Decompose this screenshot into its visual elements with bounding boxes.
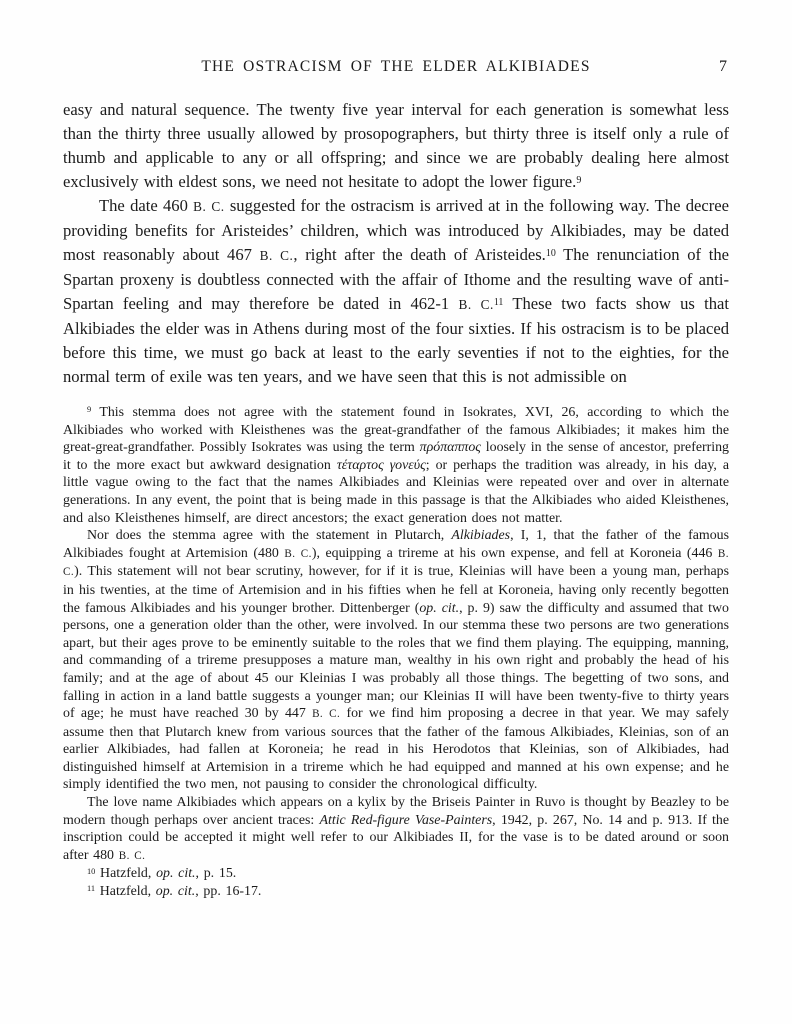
footnote-11 <box>63 883 729 901</box>
text-run: These two facts show us that Alkibiades the elder was in Athens during most of the four sixties. If his ostracism is to be placed before this time, we must go back at least to the early seventies if not to the eighties, for the normal term of exile was ten years, and we have seen that this is not admissible on <box>63 294 729 386</box>
text-run: B. C. <box>259 248 294 263</box>
page-content <box>63 56 729 901</box>
body-text <box>63 98 729 389</box>
text-run: B. C. <box>63 547 729 579</box>
text-run: Nor does the stemma agree with the statement in Plutarch, <box>87 528 452 544</box>
text-run: τέταρτος γονεύς <box>336 457 426 473</box>
text-run: This stemma does not agree with the statement found in Isokrates, XVI, 26, according to which the Alkibiades who worked with Kleisthenes was the great-grandfather of the famous Alkibiades; it makes him the great-great-grandfather. Possibly Isokrates was using the term <box>63 405 729 456</box>
footnote-marker: 10 <box>87 866 96 876</box>
footnote-10 <box>63 865 729 883</box>
text-run: B. C. <box>312 708 341 721</box>
text-run: op. cit. <box>155 884 196 900</box>
text-run: loosely in the sense of ancestor, preferring it to the more exact but awkward designation <box>63 440 729 473</box>
text-run: ), equipping a trireme at his own expense, and fell at Koroneia (446 <box>311 545 718 561</box>
text-run: , p. 15. <box>195 866 237 882</box>
text-run: op. cit. <box>419 600 460 616</box>
text-run: Alkibiades <box>451 528 511 544</box>
footnote-9-paragraph-2 <box>63 527 729 794</box>
footnote-marker: 9 <box>87 405 92 415</box>
text-run: , right after the death of Aristeides. <box>293 245 546 264</box>
text-run: ). This statement will not bear scrutiny, however, for if it is true, Kleinias will have been a young man, perhaps in his twenties, at the time of Artemision and in his fifties when he fell at Koroneia, having only recently begotten the famous Alkibiades and his younger brother. Dittenberger ( <box>63 564 729 616</box>
footnote-marker: 10 <box>545 247 556 259</box>
footnote-9-paragraph-3 <box>63 794 729 865</box>
running-head <box>63 56 729 77</box>
text-run: , 1942, p. 267, No. 14 and p. 913. If the inscription could be accepted it might well refer to our Alkibiades II, for the vase is to be dated around or soon after 480 <box>63 812 730 863</box>
text-run: B. C. <box>193 199 225 214</box>
text-run: πρόπαππος <box>419 440 481 456</box>
text-run: B. C. <box>118 849 146 862</box>
text-run: B. C. <box>458 297 494 312</box>
text-run: Hatzfeld, <box>95 884 156 900</box>
text-run: B. C. <box>284 547 312 560</box>
footnote-9-paragraph-1 <box>63 404 729 527</box>
text-run: , p. 9) saw the difficulty and assumed that two persons, one a generation older than the other, were involved. In our stemma these two persons are two generations apart, but their ages prove to be eminently suitable to the roles that we find them playing. The equipping, manning, and commanding of a trireme presupposes a mature man, wealthy in his own right and probably the head of his family; and at the age of about 45 our Kleinias I was probably all those things. The begetting of two sons, and falling in action in a land battle suggests a younger man; our Kleinias II will have been twenty-five to thirty years of age; he must have reached 30 by 447 <box>63 600 730 722</box>
footnote-marker: 9 <box>576 174 582 186</box>
running-title: THE OSTRACISM OF THE ELDER ALKIBIADES <box>201 58 591 75</box>
text-run: , pp. 16-17. <box>195 884 262 900</box>
footnote-marker: 11 <box>87 884 96 894</box>
text-run: , I, 1, that the father of the famous Alkibiades fought at Artemision (480 <box>63 528 729 561</box>
page-number: 7 <box>719 58 727 75</box>
footnote-marker: 11 <box>493 296 504 308</box>
footnotes-section <box>63 404 729 901</box>
text-run: for we find him proposing a decree in that year. We may safely assume then that Plutarch knew from various sources that the father of the famous Alkibiades, Kleinias, son of an earlier Alkibiades, had fallen at Koroneia; he read in his Herodotos that Kleinias, son of Alkibiades, had distinguished himself at Artemision in a trireme which he had equipped and manned at his own expense; and he simply identified the two men, not pausing to consider the chronological difficulty. <box>63 706 729 793</box>
text-run: The renunciation of the Spartan proxeny is doubtless connected with the affair of Ithome and the resulting wave of anti-Spartan feeling and may therefore be dated in 462-1 <box>63 245 729 313</box>
text-run: The date 460 <box>99 196 194 215</box>
body-paragraph-1 <box>63 98 729 194</box>
text-run: op. cit. <box>156 866 196 882</box>
text-run: The love name Alkibiades which appears on a kylix by the Briseis Painter in Ruvo is thought by Beazley to be modern though perhaps over ancient traces: <box>63 795 729 828</box>
text-run: Hatzfeld, <box>95 866 157 882</box>
text-run: suggested for the ostracism is arrived at in the following way. The decree providing benefits for Aristeides’ children, which was introduced by Alkibiades, may be dated most reasonably about 467 <box>63 196 729 264</box>
text-run: Attic Red-figure Vase-Painters <box>319 812 493 828</box>
body-paragraph-2 <box>63 194 729 389</box>
text-run: easy and natural sequence. The twenty five year interval for each generation is somewhat less than the thirty three usually allowed by prosopographers, but thirty three is itself only a rule of thumb and applicable to any or all offspring; and since we are probably dealing here almost exclusively with eldest sons, we need not hesitate to adopt the lower figure. <box>63 100 729 191</box>
text-run: ; or perhaps the tradition was already, in his day, a little vague owing to the fact that the names Alkibiades and Kleinias were repeated over and over in alternate generations. In any event, the point that is being made in this passage is that the Alkibiades who aided Kleisthenes, and also Kleisthenes himself, are direct ancestors; the exact generation does not matter. <box>63 457 729 526</box>
